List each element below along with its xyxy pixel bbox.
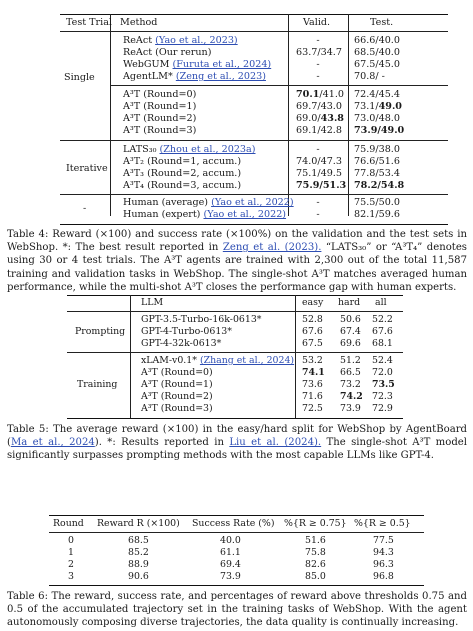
table-row: A³T (Round=1) <box>141 379 213 390</box>
table-row: A³T (Round=2) <box>141 391 213 402</box>
table-row: A³T₃ (Round=2, accum.) <box>123 168 242 179</box>
table-rule <box>60 14 448 15</box>
group-label-iterative: Iterative <box>66 163 108 174</box>
table-rule <box>67 352 403 353</box>
citation-link[interactable]: (Yao et al., 2022) <box>203 209 287 220</box>
header-pct-075: %{R ≥ 0.75} <box>284 518 347 529</box>
citation-link[interactable]: (Yao et al., 2022) <box>211 197 294 208</box>
group-label-human: - <box>83 203 87 214</box>
table-row: GPT-4-Turbo-0613* <box>141 326 232 337</box>
table-rule <box>60 31 448 32</box>
citation-link[interactable]: (Zeng et al., 2023) <box>175 71 266 82</box>
table-row: GPT-4-32k-0613* <box>141 338 222 349</box>
table-row: A³T (Round=0) <box>141 367 213 378</box>
header-valid: Valid. <box>303 17 331 28</box>
table-row: Human (average) (Yao et al., 2022) <box>123 197 294 208</box>
header-easy: easy <box>302 297 324 308</box>
header-all: all <box>375 297 387 308</box>
table-rule <box>49 585 424 586</box>
header-round: Round <box>53 518 84 529</box>
table-row: Human (expert) (Yao et al., 2022) <box>123 209 287 220</box>
table-rule <box>49 532 424 533</box>
citation-link[interactable]: Ma et al., 2024 <box>10 437 95 449</box>
header-test-trial: Test Trial <box>66 17 113 28</box>
column-divider <box>295 295 296 418</box>
table-row: A³T (Round=2) <box>123 113 197 124</box>
table-row: A³T₂ (Round=1, accum.) <box>123 156 242 167</box>
group-label-single: Single <box>64 72 95 83</box>
table-rule <box>60 194 448 195</box>
table-row: WebGUM (Furuta et al., 2024) <box>123 59 272 70</box>
citation-link[interactable]: Liu et al. (2024). <box>229 437 322 449</box>
table-5-caption: Table 5: The average reward (×100) in the easy/hard split for WebShop by AgentBoard (Ma et al., 2024). *: Results reported in Liu et al. (2024). The single-shot A³T model significantly surpasses prompting methods with the most capable LLMs like GPT-4. <box>7 424 467 462</box>
header-method: Method <box>120 17 158 28</box>
header-pct-05: %{R ≥ 0.5} <box>354 518 411 529</box>
table-rule <box>67 418 403 419</box>
header-reward: Reward R (×100) <box>97 518 180 529</box>
column-divider <box>348 14 349 216</box>
column-divider <box>110 14 111 216</box>
group-label-prompting: Prompting <box>75 326 126 337</box>
column-divider <box>130 295 131 418</box>
citation-link[interactable]: Zeng et al. (2023). <box>222 242 322 254</box>
table-rule <box>67 295 403 296</box>
table-rule <box>49 515 424 516</box>
table-row: A³T (Round=1) <box>123 101 197 112</box>
table-6-caption: Table 6: The reward, success rate, and percentages of reward above thresholds 0.75 and 0.5 of the accumulated trajectory set in the training tasks of WebShop. With the agent autonomously composing diverse trajectories, the data quality is continually increasing. <box>7 591 467 629</box>
header-success-rate: Success Rate (%) <box>192 518 275 529</box>
table-rule <box>110 85 448 86</box>
citation-link[interactable]: (Zhang et al., 2024) <box>199 355 295 366</box>
citation-link[interactable]: (Yao et al., 2023) <box>155 35 238 46</box>
citation-link[interactable]: (Zhou et al., 2023a) <box>159 144 256 155</box>
table-row: LATS₃₀ (Zhou et al., 2023a) <box>123 144 256 155</box>
header-hard: hard <box>338 297 361 308</box>
table-rule <box>67 311 403 312</box>
group-label-training: Training <box>77 379 118 390</box>
table-row: xLAM-v0.1* (Zhang et al., 2024) <box>141 355 295 366</box>
table-4-caption: Table 4: Reward (×100) and success rate (×100%) on the validation and the test sets in WebShop. *: The best result reported in Zeng et al. (2023). “LATS₃₀” or “A³T₄” denotes using 30 or 4 test trials. The A³T agents are trained with 2,300 out of the total 11,587 training and validation tasks in WebShop. The single-shot A³T matches averaged human performance, while the multi-shot A³T closes the performance gap with human experts. <box>7 229 467 293</box>
table-row: A³T (Round=3) <box>123 125 197 136</box>
table-row: A³T₄ (Round=3, accum.) <box>123 180 242 191</box>
table-row: AgentLM* (Zeng et al., 2023) <box>123 71 266 82</box>
table-rule <box>60 224 448 225</box>
header-llm: LLM <box>141 297 164 308</box>
citation-link[interactable]: (Furuta et al., 2024) <box>172 59 272 70</box>
table-rule <box>60 140 448 141</box>
header-test: Test. <box>370 17 394 28</box>
table-row: ReAct (Our rerun) <box>123 47 212 58</box>
table-row: ReAct (Yao et al., 2023) <box>123 35 238 46</box>
table-row: A³T (Round=0) <box>123 89 197 100</box>
table-row: A³T (Round=3) <box>141 403 213 414</box>
table-row: GPT-3.5-Turbo-16k-0613* <box>141 314 262 325</box>
